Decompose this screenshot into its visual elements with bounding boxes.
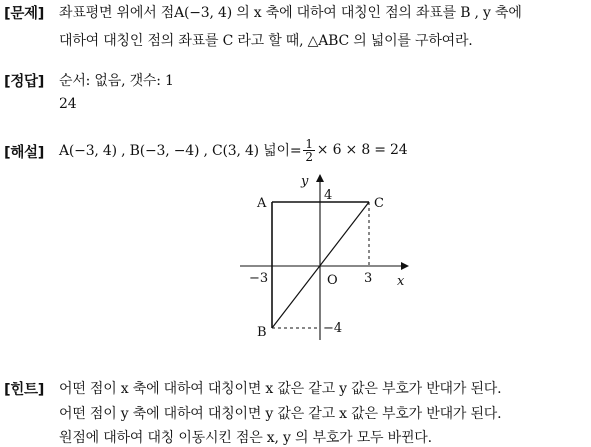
origin-label: O [327,273,338,288]
y-axis-label: y [301,174,309,189]
answer-label: [정답] [4,74,45,90]
solution-text: A(−3, 4) , B(−3, −4) , C(3, 4) 넓이= [59,143,302,159]
problem-line-2: 대하여 대칭인 점의 좌표를 C 라고 할 때, △ABC 의 넓이를 구하여라. [59,33,473,49]
tick-label-4: 4 [324,188,333,203]
hint-label: [힌트] [4,382,45,398]
tick-label-neg3: −3 [249,271,269,286]
answer-meta: 순서: 없음, 갯수: 1 [59,73,174,89]
solution-label: [해설] [4,145,45,161]
tick-label-3: 3 [364,271,373,286]
fraction-denominator: 2 [305,149,313,164]
tick-label-neg4: −4 [323,321,343,336]
x-axis-label: x [397,274,405,289]
hint-line-2: 어떤 점이 y 축에 대하여 대칭이면 y 값은 같고 x 값은 부호가 반대가 된다. [59,406,502,422]
problem-label: [문제] [4,6,45,22]
point-c-label: C [374,196,384,211]
answer-value: 24 [59,96,77,112]
solution-tail: × 6 × 8 = 24 [316,142,408,158]
point-a-label: A [257,196,267,211]
problem-line-1: 좌표평면 위에서 점A(−3, 4) 의 x 축에 대하여 대칭인 점의 좌표를 B , y 축에 [59,5,522,21]
hint-line-1: 어떤 점이 x 축에 대하여 대칭이면 x 값은 같고 y 값은 부호가 반대가 된다. [59,381,502,397]
fraction-numerator: 1 [305,136,313,151]
hint-line-3: 원점에 대하여 대칭 이동시킨 점은 x, y 의 부호가 모두 바뀐다. [59,430,432,446]
point-b-label: B [257,325,267,340]
